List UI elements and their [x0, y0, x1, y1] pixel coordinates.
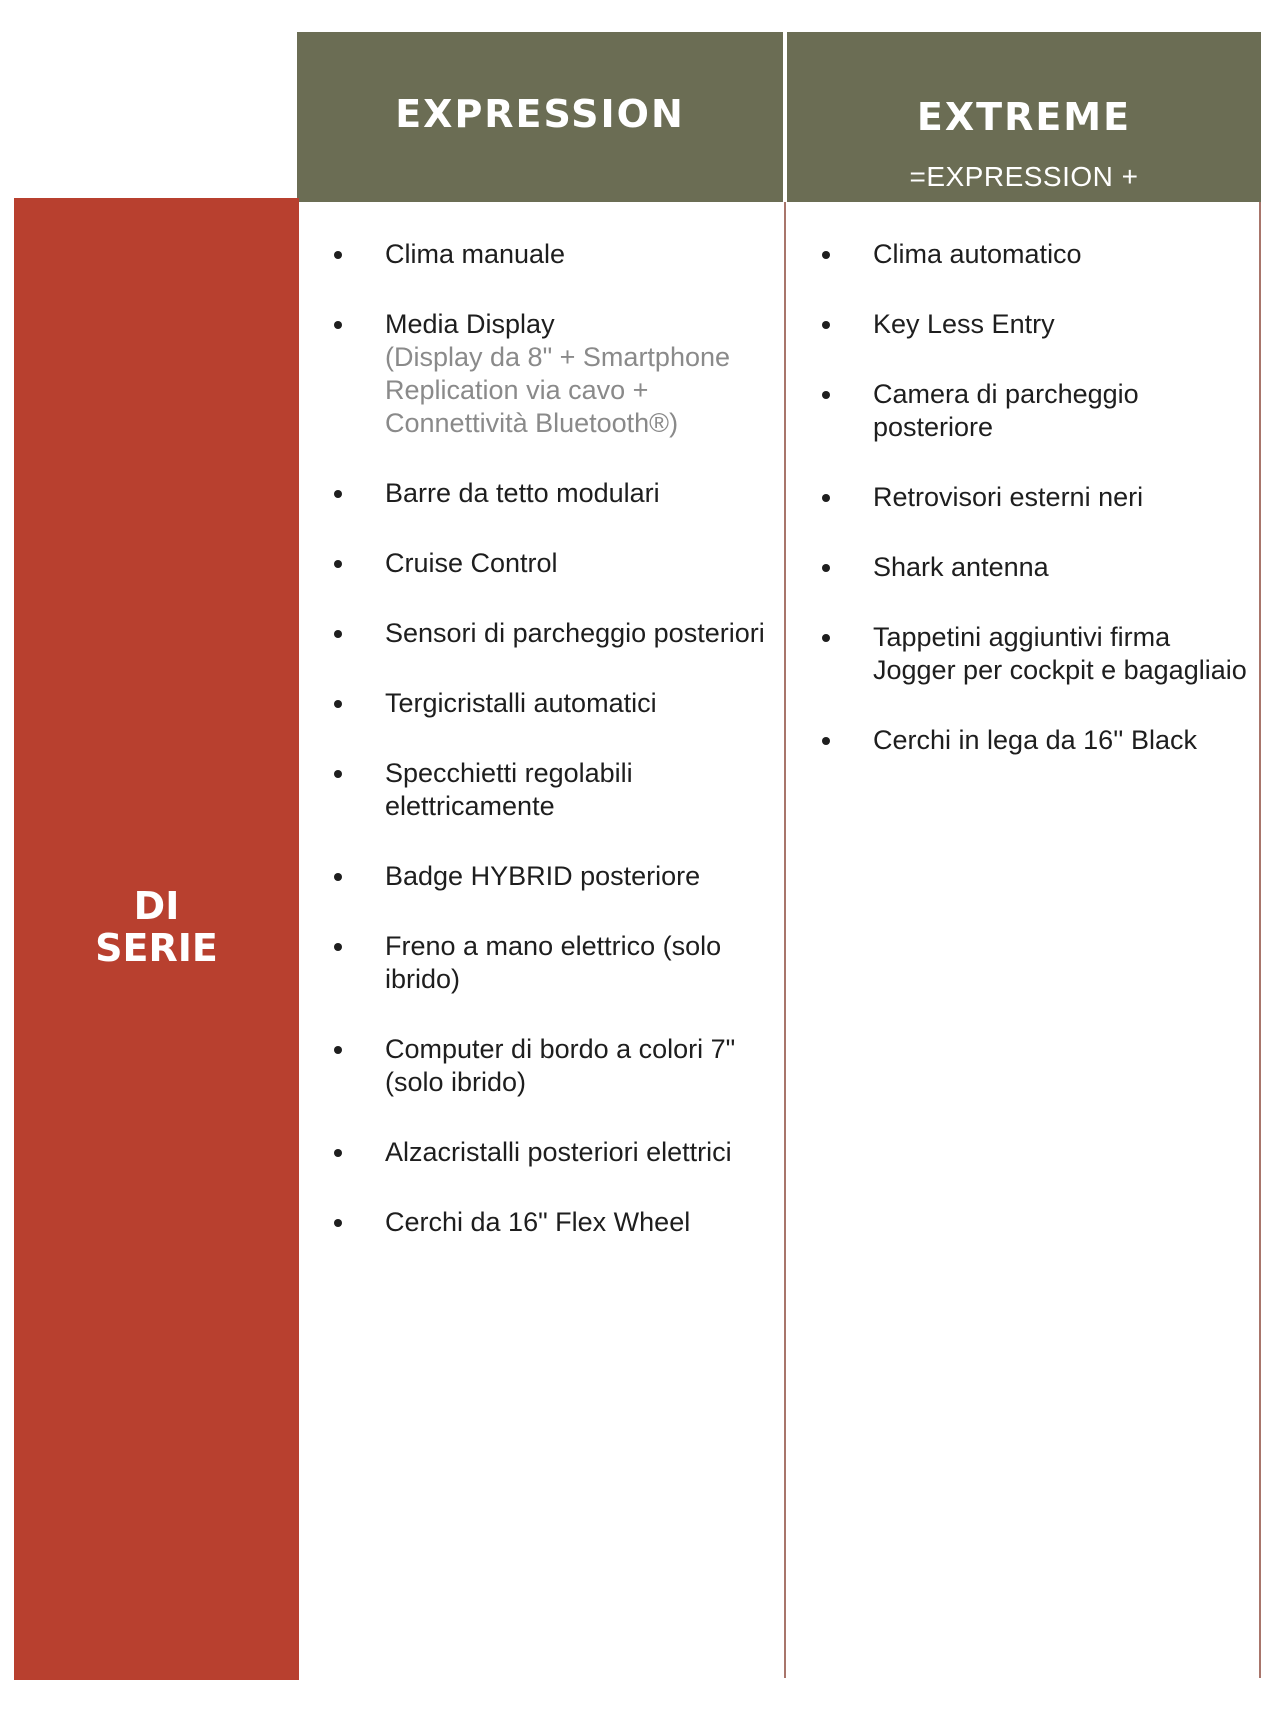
feature-text: Barre da tetto modulari: [385, 478, 660, 508]
feature-item: [334, 238, 774, 271]
bullet-icon: [334, 630, 342, 638]
feature-item: [822, 481, 1254, 514]
expression-feature-list: [334, 238, 774, 1276]
feature-text: Alzacristalli posteriori elettrici: [385, 1137, 732, 1167]
feature-item: [334, 477, 774, 510]
feature-item: [334, 547, 774, 580]
feature-text: Shark antenna: [873, 552, 1049, 582]
feature-text: Badge HYBRID posteriore: [385, 861, 701, 891]
bullet-icon: [822, 321, 830, 329]
feature-item: [822, 308, 1254, 341]
feature-text: Freno a mano elettrico (solo ibrido): [385, 931, 722, 994]
feature-text: Retrovisori esterni neri: [873, 482, 1144, 512]
feature-text: Cerchi da 16" Flex Wheel: [385, 1207, 691, 1237]
feature-text: Specchietti regolabili elettricamente: [385, 758, 633, 821]
feature-item: [822, 551, 1254, 584]
feature-item: [822, 621, 1254, 687]
feature-item: [822, 724, 1254, 757]
feature-text: Cerchi in lega da 16'' Black: [873, 725, 1197, 755]
bullet-icon: [822, 251, 830, 259]
bullet-icon: [822, 737, 830, 745]
feature-text: Cruise Control: [385, 548, 558, 578]
header-extreme-title: EXTREME: [916, 95, 1132, 139]
feature-text: Key Less Entry: [873, 309, 1055, 339]
bullet-icon: [334, 321, 342, 329]
feature-item: [334, 308, 774, 440]
feature-text: Media Display: [385, 309, 555, 339]
feature-text: Clima manuale: [385, 239, 566, 269]
bullet-icon: [334, 1149, 342, 1157]
feature-text: Sensori di parcheggio posteriori: [385, 618, 765, 648]
header-expression: [297, 32, 783, 202]
bullet-icon: [334, 943, 342, 951]
feature-text: Tergicristalli automatici: [385, 688, 657, 718]
header-extreme-subtitle: =EXPRESSION +: [909, 161, 1139, 192]
feature-item: [334, 687, 774, 720]
feature-text: Tappetini aggiuntivi firma Jogger per cockpit e bagagliaio: [873, 622, 1247, 685]
bullet-icon: [334, 873, 342, 881]
feature-item: [822, 378, 1254, 444]
header-expression-title: EXPRESSION: [395, 92, 685, 136]
feature-item: [334, 860, 774, 893]
feature-item: [334, 1136, 774, 1169]
row-label: DI SERIE: [95, 883, 218, 970]
bullet-icon: [334, 1046, 342, 1054]
bullet-icon: [334, 490, 342, 498]
bullet-icon: [334, 1219, 342, 1227]
feature-item: [334, 1033, 774, 1099]
bullet-icon: [822, 494, 830, 502]
feature-item: [334, 1206, 774, 1239]
bullet-icon: [822, 634, 830, 642]
bullet-icon: [334, 251, 342, 259]
feature-text: Clima automatico: [873, 239, 1082, 269]
feature-item: [334, 617, 774, 650]
feature-note: (Display da 8" + Smartphone Replication via cavo + Connettività Bluetooth®): [385, 342, 731, 438]
column-divider: [784, 202, 786, 1678]
header-extreme: [787, 32, 1261, 202]
bullet-icon: [334, 700, 342, 708]
table-right-border: [1259, 202, 1261, 1678]
bullet-icon: [822, 564, 830, 572]
feature-item: [334, 757, 774, 823]
row-label-cell: [14, 198, 299, 1680]
bullet-icon: [334, 770, 342, 778]
feature-item: [822, 238, 1254, 271]
feature-item: [334, 930, 774, 996]
feature-text: Computer di bordo a colori 7"(solo ibrido): [385, 1034, 736, 1097]
bullet-icon: [334, 560, 342, 568]
feature-text: Camera di parcheggio posteriore: [873, 379, 1139, 442]
extreme-feature-list: [822, 238, 1254, 794]
bullet-icon: [822, 391, 830, 399]
